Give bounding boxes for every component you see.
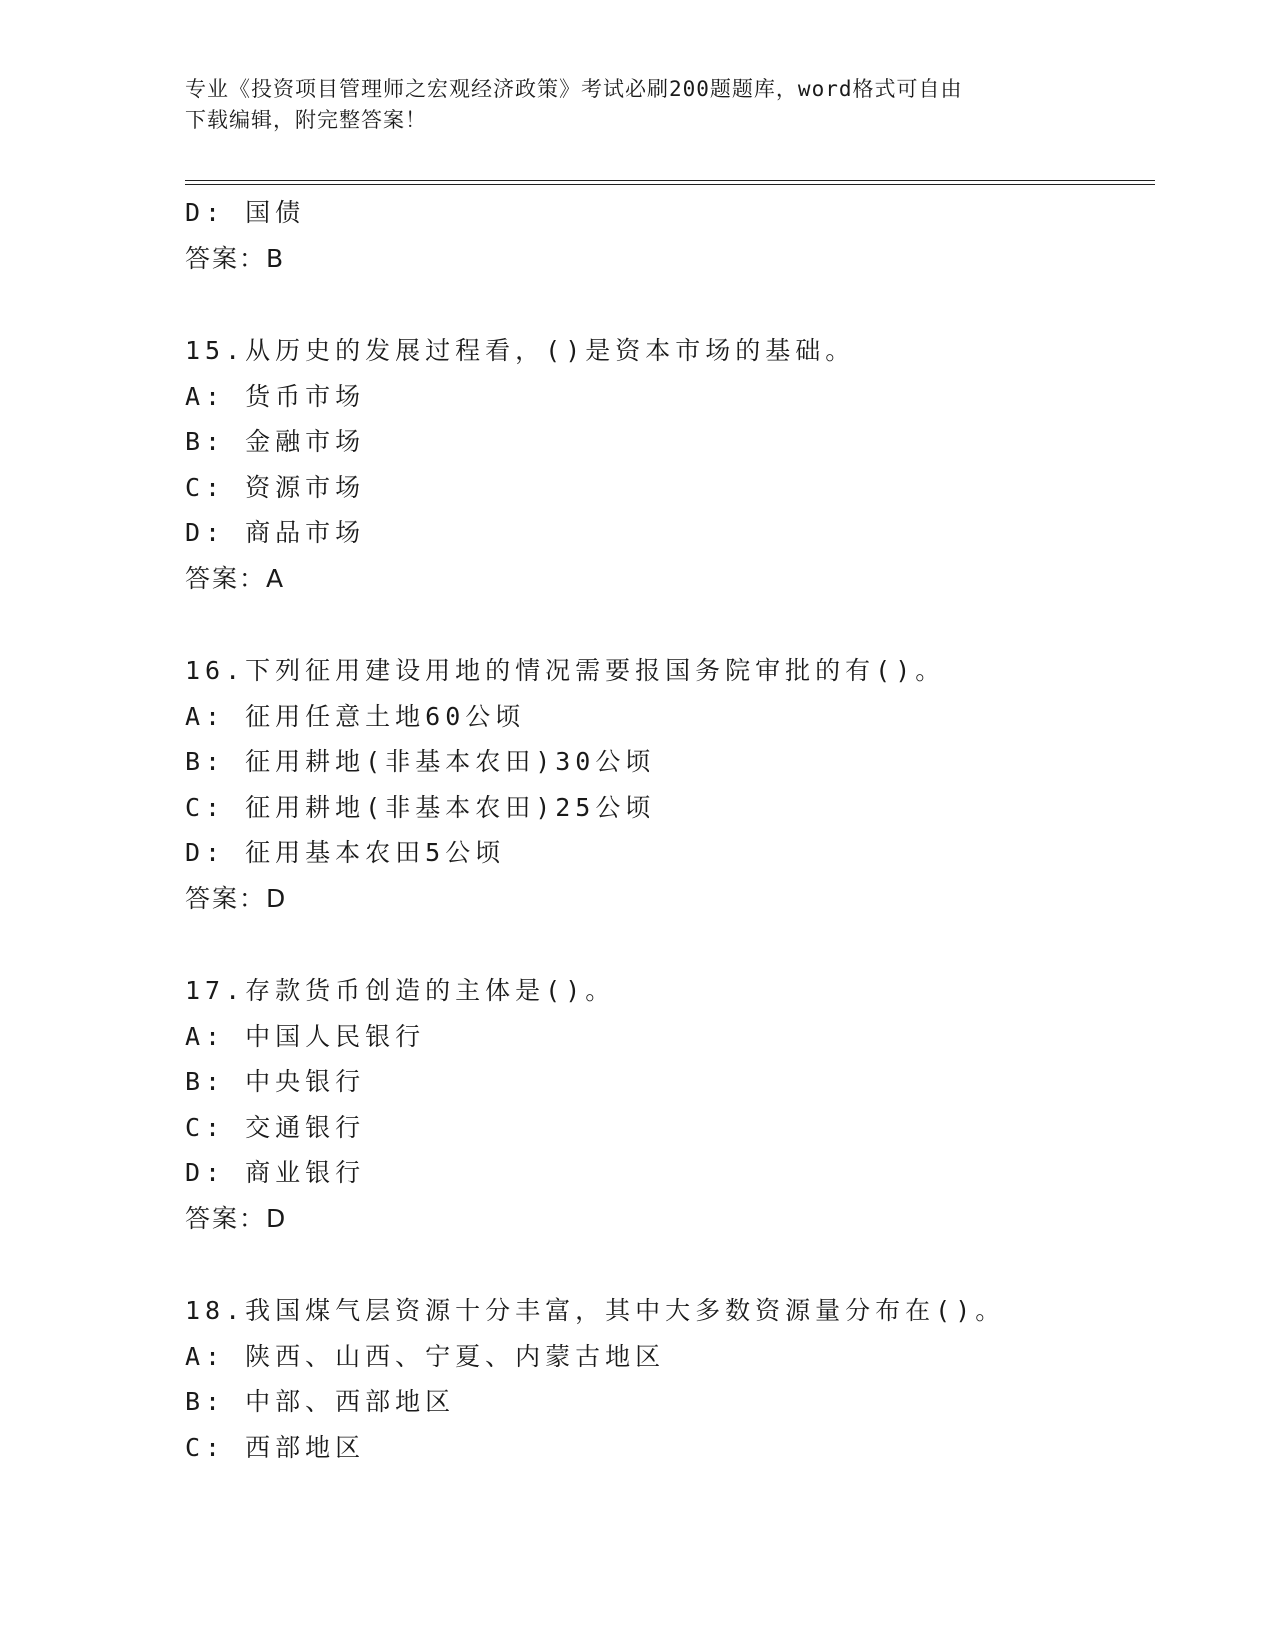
spacer xyxy=(185,921,1145,968)
option-item: C: 西部地区 xyxy=(185,1432,366,1462)
header-line-2: 下载编辑，附完整答案！ xyxy=(185,108,427,132)
option-item: D: 商业银行 xyxy=(185,1158,366,1187)
header-line-1: 专业《投资项目管理师之宏观经济政策》考试必刷200题题库，word格式可自由 xyxy=(185,77,963,101)
question-list xyxy=(185,190,1145,1470)
option-item: B: 征用耕地(非基本农田)30公顷 xyxy=(185,747,656,776)
option-item: B: 金融市场 xyxy=(185,427,366,456)
answer-line: 答案：D xyxy=(185,883,288,913)
header-divider-thick xyxy=(185,184,1155,185)
option-item: A: 征用任意土地60公顷 xyxy=(185,701,526,731)
option-item: A: 货币市场 xyxy=(185,381,366,411)
option-item: A: 陕西、山西、宁夏、内蒙古地区 xyxy=(185,1341,666,1371)
question-stem: 18.我国煤气层资源十分丰富，其中大多数资源量分布在()。 xyxy=(185,1296,1006,1325)
option-item: C: 资源市场 xyxy=(185,472,366,502)
spacer xyxy=(185,601,1145,648)
question-stem: 17.存款货币创造的主体是()。 xyxy=(185,976,616,1005)
option-item: C: 交通银行 xyxy=(185,1112,366,1142)
option-item: B: 中部、西部地区 xyxy=(185,1387,456,1416)
question-stem: 16.下列征用建设用地的情况需要报国务院审批的有()。 xyxy=(185,656,946,685)
option-item: D: 征用基本农田5公顷 xyxy=(185,838,506,867)
document-header xyxy=(185,74,1085,136)
option-item: B: 中央银行 xyxy=(185,1067,366,1096)
spacer xyxy=(185,1241,1145,1288)
answer-line: 答案：B xyxy=(185,243,286,273)
question-stem: 15.从历史的发展过程看，()是资本市场的基础。 xyxy=(185,336,856,365)
option-item: C: 征用耕地(非基本农田)25公顷 xyxy=(185,792,656,822)
option-item: D: 国债 xyxy=(185,198,306,227)
answer-line: 答案：D xyxy=(185,1203,288,1233)
header-divider-thin xyxy=(185,180,1155,181)
spacer xyxy=(185,281,1145,328)
answer-line: 答案：A xyxy=(185,563,286,593)
option-item: D: 商品市场 xyxy=(185,518,366,547)
option-item: A: 中国人民银行 xyxy=(185,1021,426,1051)
